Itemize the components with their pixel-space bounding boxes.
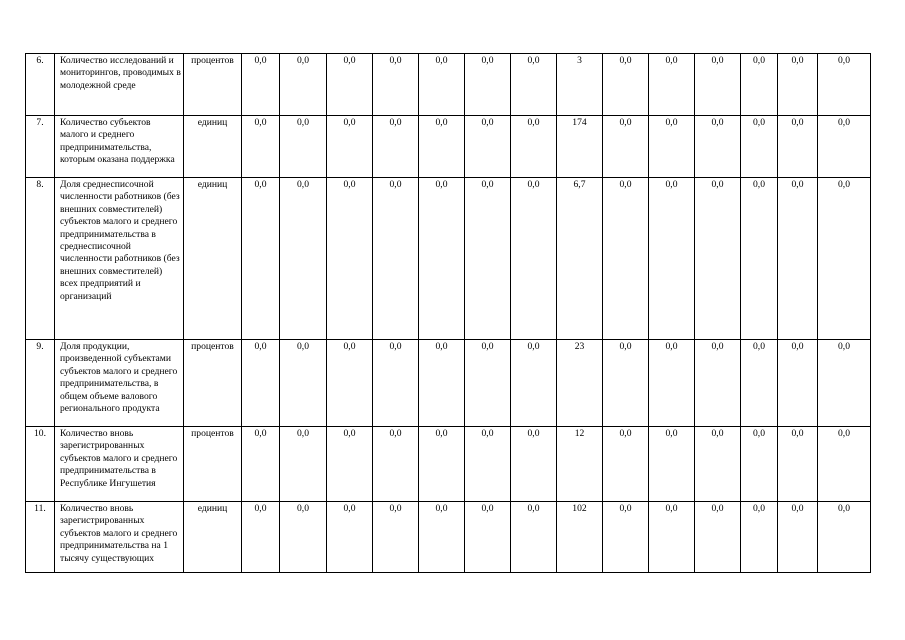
table-row	[26, 116, 871, 178]
value-cell: 0,0	[603, 427, 649, 502]
table-body	[26, 54, 871, 573]
value-cell: 0,0	[649, 116, 695, 178]
unit-of-measure: процентов	[184, 427, 242, 502]
value-cell: 0,0	[465, 340, 511, 427]
indicator-name: Доля продукции, произведенной субъектами субъектов малого и среднего предпринимательства, в общем объеме валового регионального продукта	[55, 340, 184, 427]
value-cell: 0,0	[280, 54, 327, 116]
value-cell: 0,0	[327, 502, 373, 573]
value-cell: 0,0	[373, 502, 419, 573]
value-cell: 0,0	[603, 116, 649, 178]
value-cell: 0,0	[465, 178, 511, 340]
value-cell: 0,0	[778, 178, 818, 340]
value-cell: 0,0	[778, 427, 818, 502]
table-row	[26, 178, 871, 340]
value-cell: 0,0	[327, 54, 373, 116]
value-cell: 0,0	[778, 54, 818, 116]
value-cell: 0,0	[419, 116, 465, 178]
table-row	[26, 427, 871, 502]
value-cell: 174	[557, 116, 603, 178]
value-cell: 0,0	[778, 116, 818, 178]
value-cell: 0,0	[511, 502, 557, 573]
value-cell: 0,0	[649, 427, 695, 502]
row-number: 11.	[26, 502, 55, 573]
value-cell: 0,0	[465, 54, 511, 116]
value-cell: 0,0	[465, 427, 511, 502]
value-cell: 0,0	[242, 116, 280, 178]
value-cell: 0,0	[818, 502, 871, 573]
value-cell: 0,0	[741, 502, 778, 573]
value-cell: 0,0	[741, 178, 778, 340]
value-cell: 0,0	[327, 116, 373, 178]
row-number: 10.	[26, 427, 55, 502]
value-cell: 0,0	[741, 427, 778, 502]
value-cell: 0,0	[603, 54, 649, 116]
value-cell: 0,0	[327, 340, 373, 427]
value-cell: 0,0	[695, 54, 741, 116]
unit-of-measure: процентов	[184, 340, 242, 427]
value-cell: 0,0	[465, 116, 511, 178]
row-number: 6.	[26, 54, 55, 116]
value-cell: 0,0	[818, 54, 871, 116]
value-cell: 0,0	[280, 116, 327, 178]
indicator-name: Доля среднесписочной численности работников (без внешних совместителей) субъектов малого и среднего предпринимательства в среднесписочной численности работников (без внешних совместителей) всех предприятий и организаций	[55, 178, 184, 340]
value-cell: 0,0	[649, 502, 695, 573]
indicators-table	[25, 53, 871, 573]
value-cell: 0,0	[818, 427, 871, 502]
value-cell: 0,0	[327, 427, 373, 502]
value-cell: 0,0	[741, 54, 778, 116]
value-cell: 0,0	[603, 340, 649, 427]
value-cell: 0,0	[778, 340, 818, 427]
value-cell: 0,0	[741, 340, 778, 427]
value-cell: 102	[557, 502, 603, 573]
value-cell: 23	[557, 340, 603, 427]
value-cell: 0,0	[778, 502, 818, 573]
indicator-name: Количество вновь зарегистрированных субъектов малого и среднего предпринимательства на 1 тысячу существующих	[55, 502, 184, 573]
value-cell: 0,0	[695, 340, 741, 427]
value-cell: 3	[557, 54, 603, 116]
table-row	[26, 54, 871, 116]
value-cell: 0,0	[419, 54, 465, 116]
value-cell: 0,0	[511, 340, 557, 427]
value-cell: 0,0	[373, 427, 419, 502]
value-cell: 0,0	[280, 427, 327, 502]
value-cell: 0,0	[695, 116, 741, 178]
value-cell: 0,0	[242, 340, 280, 427]
value-cell: 0,0	[741, 116, 778, 178]
value-cell: 0,0	[511, 178, 557, 340]
value-cell: 0,0	[419, 178, 465, 340]
value-cell: 0,0	[649, 178, 695, 340]
row-number: 8.	[26, 178, 55, 340]
row-number: 9.	[26, 340, 55, 427]
indicator-name: Количество вновь зарегистрированных субъектов малого и среднего предпринимательства в Республике Ингушетия	[55, 427, 184, 502]
indicator-name: Количество исследований и мониторингов, проводимых в молодежной среде	[55, 54, 184, 116]
value-cell: 6,7	[557, 178, 603, 340]
value-cell: 0,0	[603, 502, 649, 573]
value-cell: 0,0	[818, 116, 871, 178]
value-cell: 0,0	[242, 54, 280, 116]
unit-of-measure: единиц	[184, 116, 242, 178]
value-cell: 0,0	[419, 340, 465, 427]
value-cell: 0,0	[242, 502, 280, 573]
value-cell: 0,0	[818, 178, 871, 340]
value-cell: 0,0	[603, 178, 649, 340]
value-cell: 0,0	[695, 178, 741, 340]
unit-of-measure: процентов	[184, 54, 242, 116]
value-cell: 0,0	[695, 502, 741, 573]
value-cell: 0,0	[465, 502, 511, 573]
value-cell: 0,0	[373, 340, 419, 427]
value-cell: 0,0	[327, 178, 373, 340]
unit-of-measure: единиц	[184, 502, 242, 573]
value-cell: 0,0	[280, 178, 327, 340]
value-cell: 0,0	[649, 340, 695, 427]
indicator-name: Количество субъектов малого и среднего предпринимательства, которым оказана поддержка	[55, 116, 184, 178]
unit-of-measure: единиц	[184, 178, 242, 340]
value-cell: 0,0	[511, 54, 557, 116]
value-cell: 0,0	[511, 427, 557, 502]
value-cell: 0,0	[280, 340, 327, 427]
table-row	[26, 502, 871, 573]
value-cell: 0,0	[419, 502, 465, 573]
value-cell: 12	[557, 427, 603, 502]
value-cell: 0,0	[242, 427, 280, 502]
value-cell: 0,0	[242, 178, 280, 340]
value-cell: 0,0	[511, 116, 557, 178]
value-cell: 0,0	[373, 116, 419, 178]
table-row	[26, 340, 871, 427]
value-cell: 0,0	[818, 340, 871, 427]
value-cell: 0,0	[419, 427, 465, 502]
value-cell: 0,0	[695, 427, 741, 502]
value-cell: 0,0	[373, 54, 419, 116]
value-cell: 0,0	[280, 502, 327, 573]
value-cell: 0,0	[649, 54, 695, 116]
row-number: 7.	[26, 116, 55, 178]
value-cell: 0,0	[373, 178, 419, 340]
